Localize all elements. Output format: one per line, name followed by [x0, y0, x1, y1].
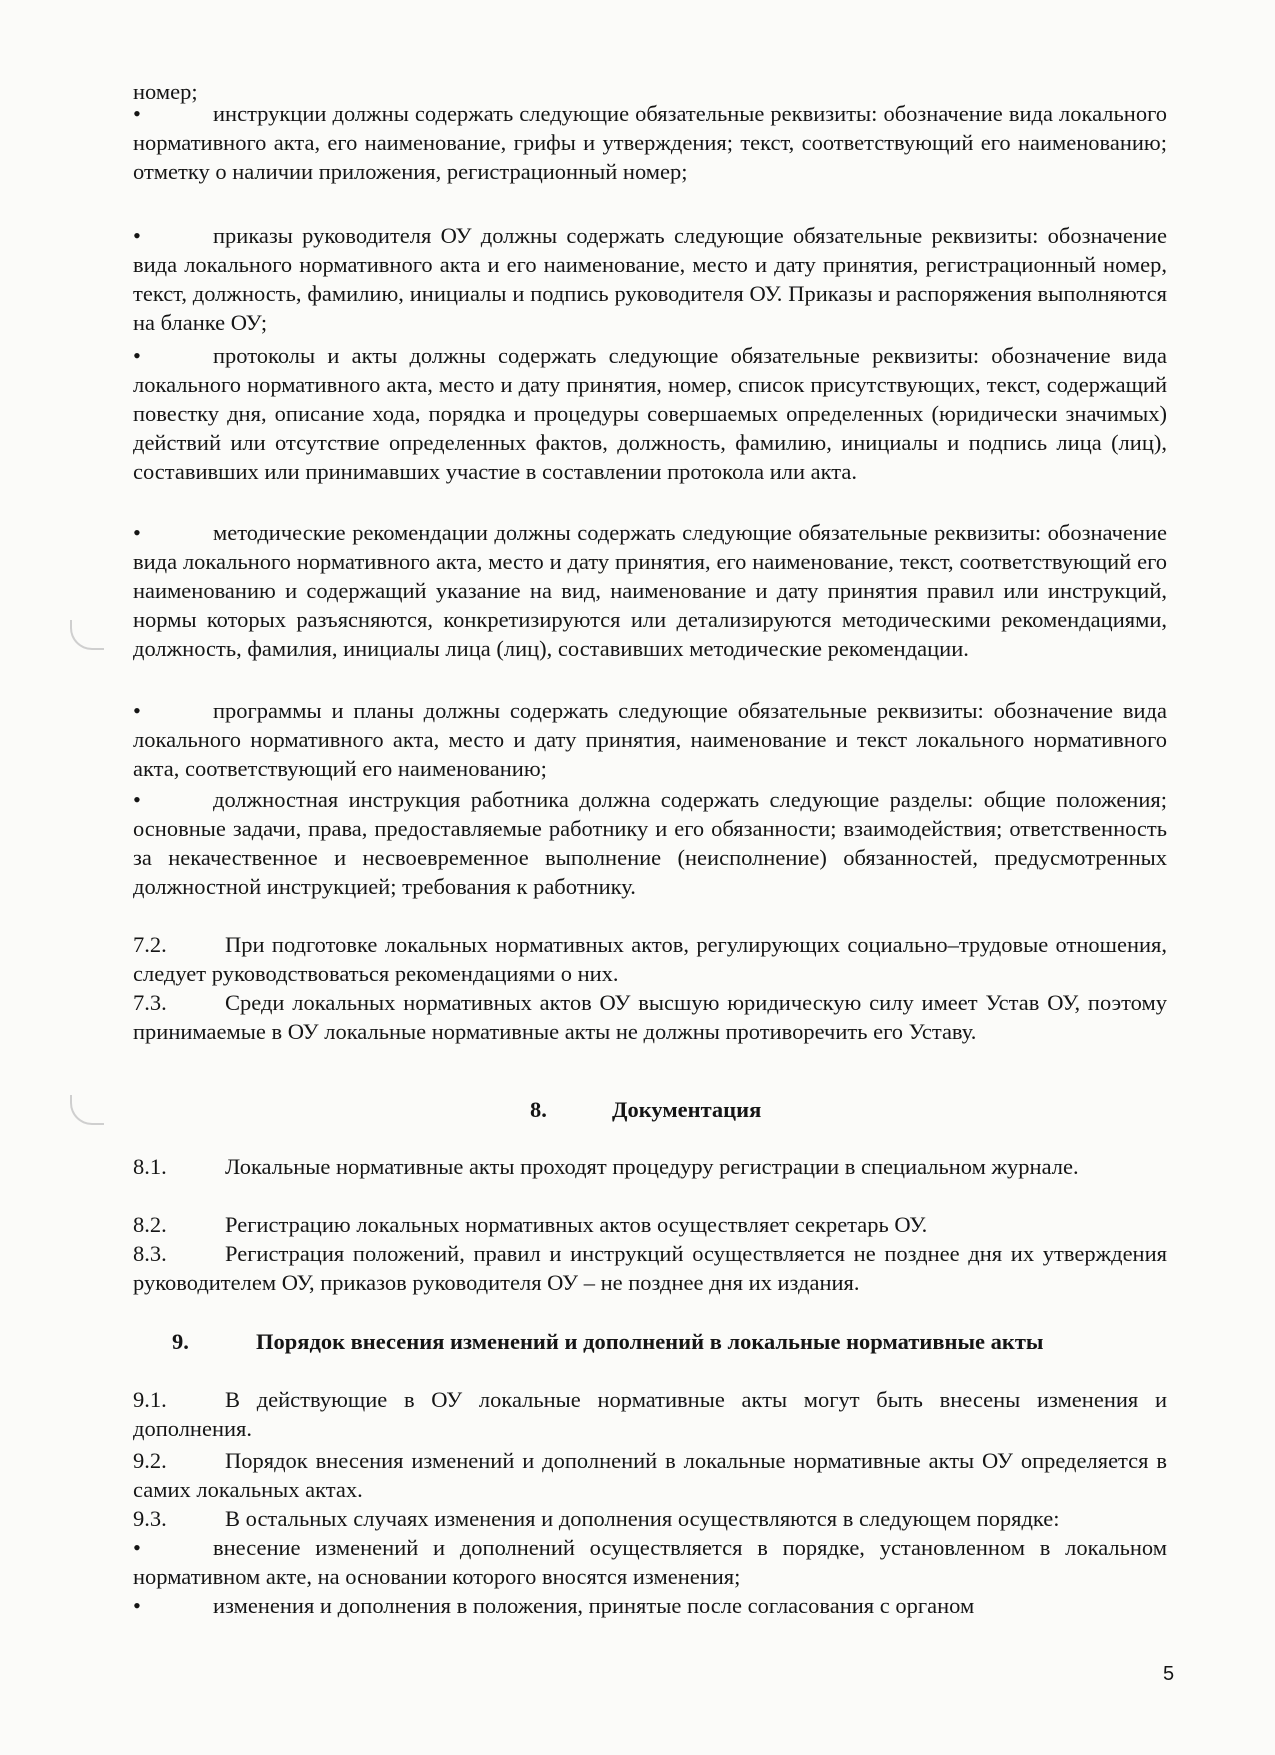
clause-9-3: 9.3. В остальных случаях изменения и дополнения осуществляются в следующем порядке: [133, 1506, 1060, 1531]
list-item: • внесение изменений и дополнений осуществляется в порядке, установленном в локальном нормативном акте, на основании которого вносятся изменения; [133, 1535, 1167, 1589]
section-8-title: Документация [612, 1097, 762, 1122]
list-item: • методические рекомендации должны содержать следующие обязательные реквизиты: обозначение вида локального нормативного акта, место и дату принятия, его наименование, текст, соответствующий его наименованию и содержащий указание на вид, наименование и дату принятия правил или инструкций, нормы которых разъясняются, конкретизируются или детализируются методическими рекомендациями, должность, фамилия, инициалы лица (лиц), составивших методические рекомендации. [133, 520, 1167, 661]
page-number: 5 [1163, 1663, 1175, 1685]
clause-7-3: 7.3. Среди локальных нормативных актов ОУ высшую юридическую силу имеет Устав ОУ, поэтому принимаемые в ОУ локальные нормативные акты не должны противоречить его Уставу. [133, 990, 1167, 1044]
punch-hole-mark [70, 620, 104, 650]
clause-9-1: 9.1. В действующие в ОУ локальные нормативные акты могут быть внесены изменения и дополнения. [133, 1387, 1167, 1441]
punch-hole-mark [70, 1095, 104, 1125]
clause-7-2: 7.2. При подготовке локальных нормативных актов, регулирующих социально–трудовые отношения, следует руководствоваться рекомендациями о них. [133, 932, 1167, 986]
list-item: • приказы руководителя ОУ должны содержать следующие обязательные реквизиты: обозначение вида локального нормативного акта и его наименование, место и дату принятия, регистрационный номер, текст, должность, фамилию, инициалы и подпись руководителя ОУ. Приказы и распоряжения выполняются на бланке ОУ; [133, 223, 1167, 335]
list-item: • изменения и дополнения в положения, принятые после согласования с органом [133, 1593, 975, 1618]
clause-8-2: 8.2. Регистрацию локальных нормативных актов осуществляет секретарь ОУ. [133, 1212, 928, 1237]
list-item: • программы и планы должны содержать следующие обязательные реквизиты: обозначение вида локального нормативного акта, место и дату принятия, наименование и текст локального нормативного акта, соответствующий его наименованию; [133, 698, 1167, 781]
section-9-title: Порядок внесения изменений и дополнений в локальные нормативные акты [256, 1329, 1044, 1354]
section-9-number: 9. [172, 1329, 189, 1354]
continuation-text: номер; [133, 79, 198, 104]
clause-9-2: 9.2. Порядок внесения изменений и дополнений в локальные нормативные акты ОУ определяется в самих локальных актах. [133, 1448, 1167, 1502]
clause-8-1: 8.1. Локальные нормативные акты проходят процедуру регистрации в специальном журнале. [133, 1154, 1079, 1179]
list-item: • инструкции должны содержать следующие обязательные реквизиты: обозначение вида локального нормативного акта, его наименование, грифы и утверждения; текст, соответствующий его наименованию; отметку о наличии приложения, регистрационный номер; [133, 101, 1167, 184]
list-item: • протоколы и акты должны содержать следующие обязательные реквизиты: обозначение вида локального нормативного акта, место и дату принятия, номер, список присутствующих, текст, содержащий повестку дня, описание хода, порядка и процедуры совершаемых определенных (юридически значимых) действий или отсутствие определенных фактов, должность, фамилию, инициалы и подпись лица (лиц), составивших или принимавших участие в составлении протокола или акта. [133, 343, 1167, 484]
section-8-number: 8. [530, 1097, 547, 1122]
clause-8-3: 8.3. Регистрация положений, правил и инструкций осуществляется не позднее дня их утверждения руководителем ОУ, приказов руководителя ОУ – не позднее дня их издания. [133, 1241, 1167, 1295]
list-item: • должностная инструкция работника должна содержать следующие разделы: общие положения; основные задачи, права, предоставляемые работнику и его обязанности; взаимодействия; ответственность за некачественное и несвоевременное выполнение (неисполнение) обязанностей, предусмотренных должностной инструкцией; требования к работнику. [133, 787, 1167, 899]
